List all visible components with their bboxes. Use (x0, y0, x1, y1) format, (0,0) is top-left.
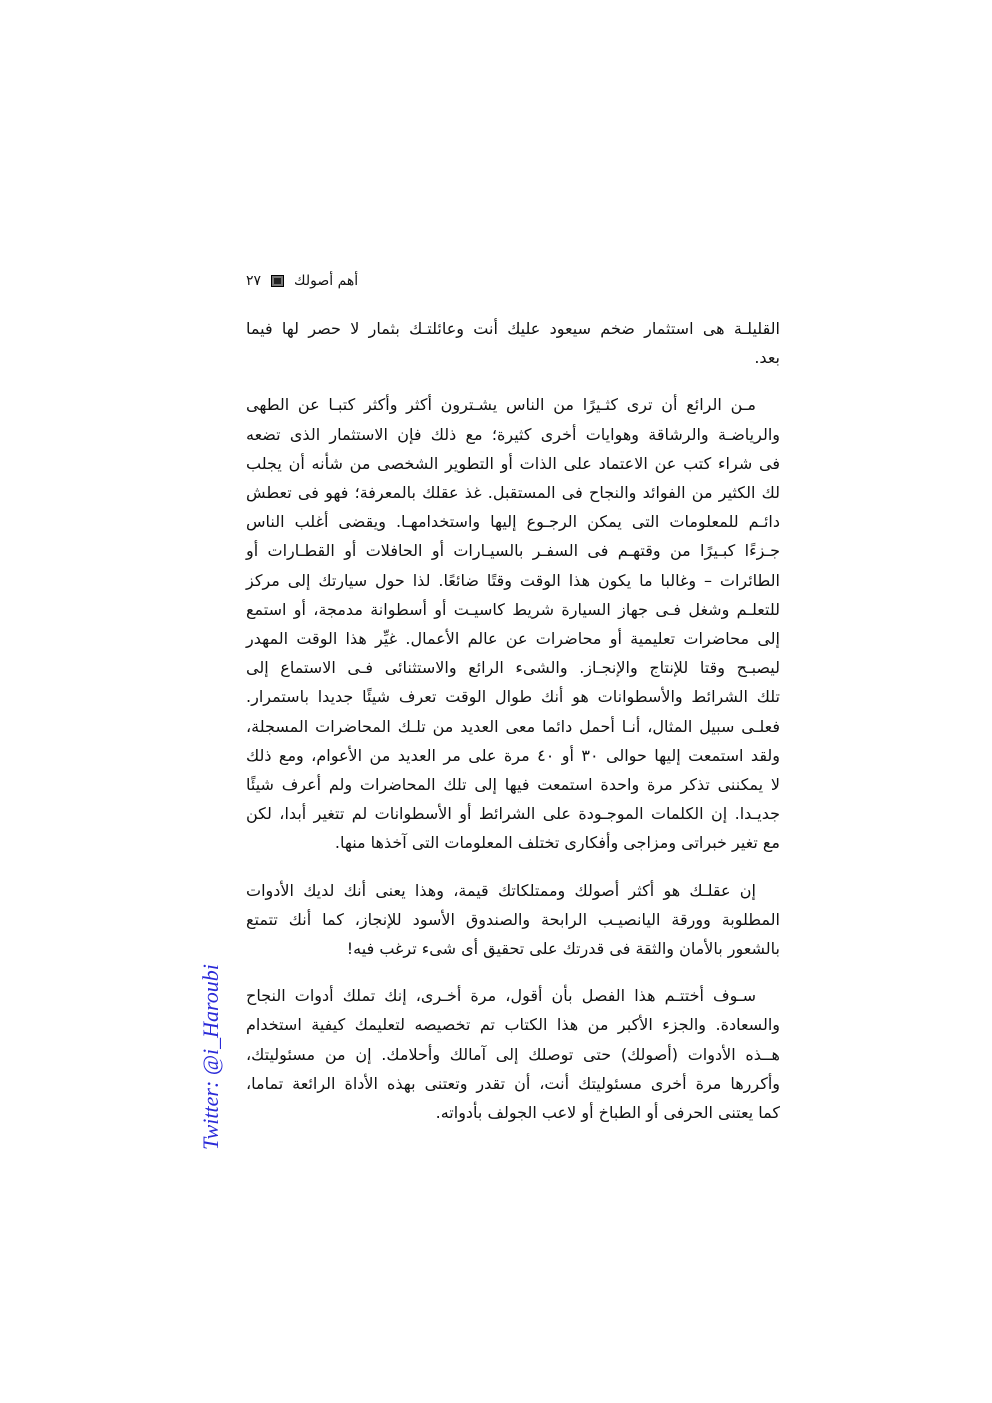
text-line: للتعلـم وشغل فـى جهاز السيارة شريط كاسيـت أو أسطوانة مدمجة، أو استمع (246, 599, 780, 619)
text-line: مـن الرائع أن ترى كثـيرًا من الناس يشـترون أكثر وأكثر كتبـا عن الطهى (246, 395, 756, 415)
text-line: لا يمكننى تذكر مرة واحدة استمعت فيها إلى تلك المحاضرات ولم أعرف شيئًا (246, 775, 780, 795)
text-line: فى شراء كتب عن الاعتماد على الذات أو التطوير الشخصى من شأنه أن يجلب (246, 453, 780, 473)
running-header (246, 270, 376, 292)
text-line: سـوف أختتـم هذا الفصل بأن أقول، مرة أخـرى، إنك تملك أدوات النجاح (246, 986, 756, 1006)
text-line: إن عقلـك هو أكثر أصولك وممتلكاتك قيمة، وهذا يعنى أنك لديك الأدوات (246, 880, 756, 900)
text-line: بالشعور بالأمان والثقة فى قدرتك على تحقيق أى شىء ترغب فيه! (346, 939, 780, 959)
text-line: بعد. (754, 348, 780, 368)
text-line: الطائرات – وغالبا ما يكون هذا الوقت وقتًا ضائعًا. لذا حول سيارتك إلى مركز (246, 570, 780, 590)
text-line: لك الكثير من الفوائد والنجاح فى المستقبل. غذ عقلك بالمعرفة؛ فهو فى تعطش (246, 483, 780, 503)
text-line: المطلوبة وورقة اليانصيـب الرابحة والصندوق الأسود للإنجاز، كما أنك تتمتع (246, 909, 780, 929)
twitter-watermark: Twitter: @i_Haroubi (198, 964, 223, 1150)
text-line: والرياضـة والرشاقة وهوايات أخرى كثيرة؛ مع ذلك فإن الاستثمار الذى تضعه (246, 424, 780, 444)
text-line: القليلـة هى استثمار ضخم سيعود عليك أنت وعائلتـك بثمار لا حصر لها فيما (246, 319, 780, 338)
square-ornament-icon (271, 275, 284, 287)
text-line: فعلـى سبيل المثال، أنـا أحمل دائما معى العديد من تلـك المحاضرات المسجلة، (246, 716, 780, 736)
paragraph-4 (246, 981, 780, 1127)
text-line: جـزءًا كبـيرًا من وقتهـم فى السفـر بالسيـارات أو الحافلات أو القطـارات أو (246, 541, 780, 561)
text-line: دائـم للمعلومات التى يمكن الرجـوع إليها واستخدامهـا. ويقضى أغلب الناس (246, 512, 780, 532)
text-line: جديـدا. إن الكلمات الموجـودة على الشرائط أو الأسطوانات لم تتغير أبدا، لكن (246, 804, 780, 824)
text-line: ليصبـح وقتا للإنتاج والإنجـاز. والشىء الرائع والاستثنائى فـى الاستماع إلى (246, 658, 780, 678)
page-number: ٢٧ (246, 273, 262, 289)
text-line: هــذه الأدوات (أصولك) حتى توصلك إلى آمالك وأحلامك. إن من مسئوليتك، (246, 1044, 780, 1064)
paragraph-2 (246, 390, 780, 857)
text-line: وأكررها مرة أخرى مسئوليتك أنت، أن تقدر وتعتنى بهذه الأداة الرائعة تماما، (246, 1073, 780, 1093)
paragraph-1 (246, 314, 780, 372)
text-line: مع تغير خبراتى ومزاجى وأفكارى تختلف المعلومات التى آخذها منها. (334, 833, 780, 853)
text-line: ولقد استمعت إليها حوالى ٣٠ أو ٤٠ مرة على مر العديد من الأعوام، ومع ذلك (246, 745, 781, 765)
text-line: إلى محاضرات تعليمية أو محاضرات عن عالم الأعمال. غيِّر هذا الوقت المهدر (246, 629, 780, 649)
paragraph-3 (246, 876, 780, 964)
text-line: والسعادة. والجزء الأكبر من هذا الكتاب تم تخصيصه لتعليمك كيفية استخدام (246, 1015, 780, 1035)
text-line: تلك الشرائط والأسطوانات هو أنك طوال الوقت تعرف شيئًا جديدا باستمرار. (246, 687, 780, 707)
running-title: أهم أصولك (294, 273, 359, 289)
text-line: كما يعتنى الحرفى أو الطباخ أو لاعب الجولف بأدواته. (435, 1103, 780, 1123)
body-text (246, 314, 780, 1127)
